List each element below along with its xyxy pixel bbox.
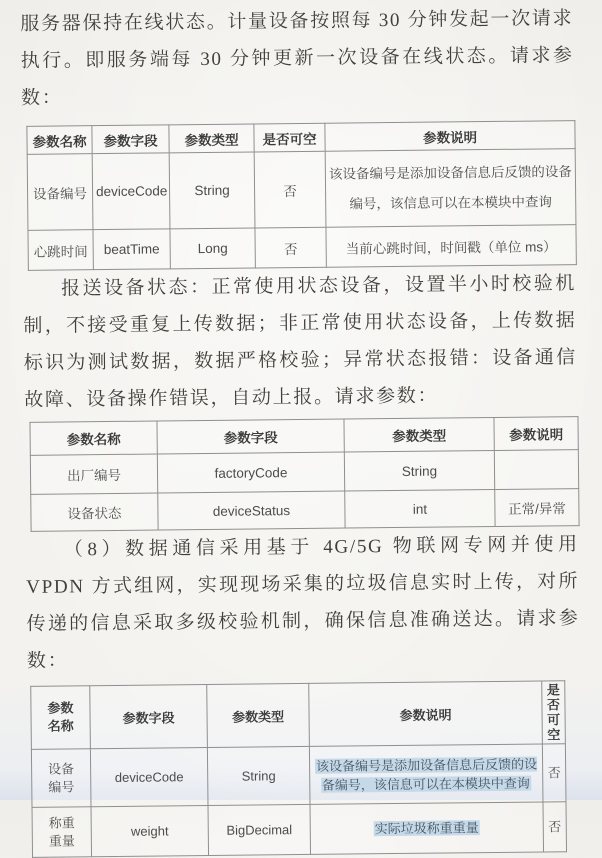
param-field-cell: deviceStatus	[158, 491, 345, 530]
column-header-param-type: 参数类型	[344, 417, 494, 452]
param-type-cell: String	[344, 450, 494, 491]
param-desc-cell	[494, 450, 578, 490]
nullable-cell: 否	[255, 227, 326, 268]
request-params-table-status	[29, 416, 579, 532]
column-header-param-name: 参数名称	[30, 421, 157, 455]
param-field-cell: factoryCode	[157, 452, 344, 493]
param-name-cell: 心跳时间	[28, 230, 93, 271]
param-name-cell	[31, 749, 91, 808]
param-type-cell: BigDecimal	[208, 804, 311, 855]
column-header-param-field: 参数字段	[92, 125, 169, 154]
param-field-cell: deviceCode	[90, 747, 208, 806]
param-name-cell: 设备编号	[27, 154, 93, 231]
param-name-label: 称重重量	[48, 814, 75, 849]
column-header-param-name	[31, 686, 91, 750]
column-header-param-type: 参数类型	[169, 124, 254, 153]
param-field-cell: deviceCode	[92, 153, 170, 230]
param-desc-cell	[310, 802, 544, 854]
param-name-cell: 设备状态	[31, 493, 158, 531]
table-row	[30, 450, 578, 495]
table-row	[31, 744, 566, 808]
table-header-row	[31, 681, 566, 750]
param-desc-cell: 当前心跳时间，时间戳（单位 ms）	[326, 225, 576, 268]
column-header-nullable: 是否可空	[254, 123, 325, 152]
column-header-param-name: 参数名称	[27, 126, 92, 155]
column-header-param-field: 参数字段	[90, 684, 208, 748]
column-header-param-name-label: 参数名称	[47, 700, 74, 734]
highlighted-text: 实际垃圾称重重量	[374, 820, 479, 837]
param-type-cell: int	[345, 489, 495, 528]
param-field-cell: weight	[91, 805, 209, 856]
column-header-param-desc: 参数说明	[494, 417, 578, 451]
param-name-cell: 出厂编号	[30, 454, 157, 494]
table-row	[31, 489, 579, 532]
column-header-param-desc: 参数说明	[309, 681, 543, 746]
nullable-cell: 否	[542, 744, 566, 802]
param-type-cell: String	[207, 746, 310, 805]
column-header-nullable-label: 是否可空	[546, 682, 561, 743]
paragraph-device-status-report: 报送设备状态：正常使用状态设备，设置半小时校验机制，不接受重复上传数据；非正常使用状态设备，上传数据标识为测试数据，数据严格校验；异常状态报错：设备通信故障、设备操作错误，自动上报。请求参数：	[23, 273, 577, 411]
highlighted-text: 该设备编号是添加设备信息后反馈的设备编号，该信息可以在本模块中查询	[316, 756, 538, 793]
nullable-cell: 否	[543, 802, 567, 852]
nullable-cell: 否	[254, 151, 326, 228]
param-desc-cell: 该设备编号是添加设备信息后反馈的设备 编号，该信息可以在本模块中查询	[325, 149, 576, 228]
table-row	[28, 225, 576, 271]
request-params-table-heartbeat	[26, 120, 576, 271]
param-type-cell: Long	[170, 228, 255, 269]
column-header-param-type: 参数类型	[207, 683, 310, 747]
table-row	[27, 149, 576, 231]
column-header-param-field: 参数字段	[157, 419, 344, 454]
param-field-cell: beatTime	[93, 229, 170, 270]
param-desc-cell	[309, 744, 543, 804]
paragraph-online-status: 服务器保持在线状态。计量设备按照每 30 分钟发起一次请求执行。即服务端每 30 分钟更新一次设备在线状态。请求参数：	[20, 8, 574, 109]
column-header-nullable	[542, 681, 566, 744]
table-row	[32, 802, 566, 858]
column-header-param-desc: 参数说明	[325, 121, 575, 152]
request-params-table-upload	[30, 680, 567, 858]
param-type-cell: String	[169, 152, 255, 229]
param-name-cell	[32, 807, 92, 858]
param-desc-cell: 正常/异常	[495, 489, 579, 527]
param-name-label: 设备编号	[48, 760, 75, 795]
paragraph-data-communication: （8）数据通信采用基于 4G/5G 物联网专网并使用 VPDN 方式组网，实现现场采集的垃圾信息实时上传，对所传递的信息采取多级校验机制，确保信息准确送达。请求参数：	[26, 534, 580, 672]
